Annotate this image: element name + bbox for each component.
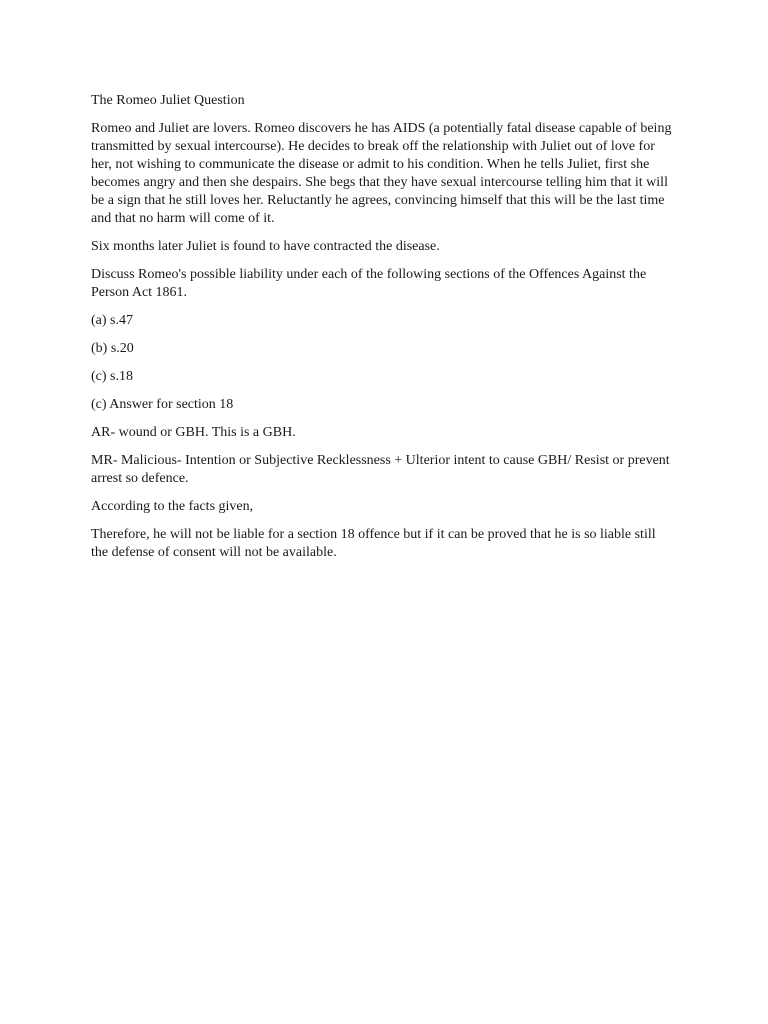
option-a: (a) s.47 [91,313,133,328]
actus-reus-paragraph: AR- wound or GBH. This is a GBH. [91,425,296,440]
task-paragraph: Discuss Romeo's possible liability under each of the following sections of the Offences Against the Person Act 1861. [91,267,647,300]
option-b: (b) s.20 [91,341,134,356]
mens-rea-paragraph: MR- Malicious- Intention or Subjective Recklessness + Ulterior intent to cause GBH/ Resist or prevent arrest so defence. [91,453,670,486]
document-title: The Romeo Juliet Question [91,93,245,108]
option-c: (c) s.18 [91,369,133,384]
document-body [91,92,673,572]
question-paragraph: Romeo and Juliet are lovers. Romeo discovers he has AIDS (a potentially fatal disease capable of being transmitted by sexual intercourse). He decides to break off the relationship with Juliet out of love for her, not wishing to communicate the disease or admit to his condition. When he tells Juliet, first she becomes angry and then she despairs. She begs that they have sexual intercourse telling him that it will be a sign that he still loves her. Reluctantly he agrees, convincing himself that this will be the last time and that no harm will come of it. [91,121,672,226]
outcome-paragraph: Six months later Juliet is found to have contracted the disease. [91,239,440,254]
answer-heading: (c) Answer for section 18 [91,397,234,412]
facts-paragraph: According to the facts given, [91,499,254,514]
conclusion-paragraph: Therefore, he will not be liable for a section 18 offence but if it can be proved that he is so liable still the defense of consent will not be available. [91,527,656,560]
